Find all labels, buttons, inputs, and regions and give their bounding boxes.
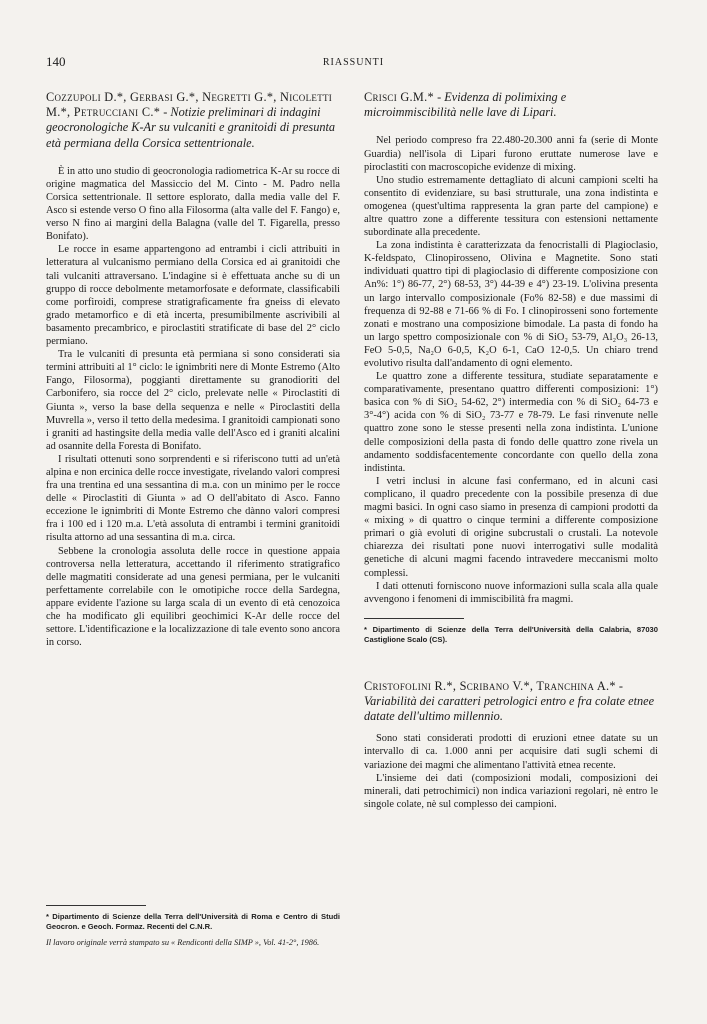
abstract-3-authors: Cristofolini R.*, Scribano V.*, Tranchina A.*: [364, 678, 616, 693]
heading-dash: -: [437, 90, 445, 104]
abstract-3-body: [364, 732, 658, 811]
paragraph: Sebbene la cronologia assoluta delle rocce in questione appaia controversa nella letteratura, accettando il riferimento stratigrafico delle magmatiti considerate ad una genesi permiana, per le vulcaniti perfettamente correlabile con le omotipiche rocce della Sardegna, appare evidente l'azione su larga scala di un evento di età cenozoica che ha modificato gli equilibri geochimici K-Ar delle rocce del settore. L'identificazione e la localizzazione di tale evento sono ancora in corso.: [46, 545, 340, 649]
paragraph: Sono stati considerati prodotti di eruzioni etnee datate su un intervallo di ca. 1.000 anni per acquisire dati sugli schemi di variazione dei magmi che alimentano l'attività etnea recente.: [364, 733, 658, 771]
paragraph: L'insieme dei dati (composizioni modali, composizioni dei minerali, dati petrochimici) non indica variazioni regolari, nè entro le singole colate, nè sul complesso dei campioni.: [364, 772, 658, 810]
paragraph: I vetri inclusi in alcune fasi confermano, ed in alcuni casi complicano, il quadro precedente con la possibile presenza di due magmi basici. In ogni caso siamo in presenza di campioni prodotti da « mixing » di quattro o cinque termini a differente composizione primari o già evoluti di origine subcrustali o crustali. La notevole chiarezza dei risultati pone nuovi interrogativi sulle modalità genetiche di alcuni magmi facendo intravedere meccanismi molto complessi.: [364, 475, 658, 579]
abstract-2-footnote: * Dipartimento di Scienze della Terra dell'Università della Calabria, 87030 Castiglione Scalo (CS).: [364, 624, 658, 644]
paragraph: È in atto uno studio di geocronologia radiometrica K-Ar su rocce di origine magmatica del Massiccio del M. Cinto - M. Padro nella Corsica settentrionale. Il settore esplorato, dalla media valle del F. Asco si estende verso O fino alla Filosorma (alta valle del F. Fango) e, verso N fino ai margini della Balagna (valle del T. Figarella, presso Bonifato).: [46, 165, 340, 243]
footnote-rule: [46, 905, 146, 906]
abstract-2-authors: Crisci G.M.*: [364, 90, 434, 104]
abstract-3-title: Variabilità dei caratteri petrologici entro e fra colate etnee datate dell'ultimo millennio.: [364, 693, 655, 724]
abstract-1-footnote: * Dipartimento di Scienze della Terra dell'Università di Roma e Centro di Studi Geocron. e Geoch. Formaz. Recenti del C.N.R.: [46, 912, 340, 931]
left-column: [46, 90, 340, 649]
abstract-2-body: [364, 134, 658, 605]
running-head: RIASSUNTI: [322, 57, 385, 68]
paragraph: Uno studio estremamente dettagliato di alcuni campioni scelti ha consentito di evidenziare, su basi strutturale, una zona indistinta e omogenea (quest'ultima rappresenta la gran parte del campione) e altre quattro zone a differente tessitura con estensioni nettamente subordinate alla precedente.: [364, 174, 658, 239]
paragraph: I risultati ottenuti sono sorprendenti e si riferiscono tutti ad un'età alpina e non ercinica delle rocce investigate, rivelando valori compresi fra una trentina ed una sessantina di m.a. con un minimo per le rocce delle « Piroclastiti di Giunta » ad O dell'abitato di Asco. Fanno eccezione le ignimbriti di Monte Estremo che dànno valori compresi fra i 100 ed i 120 m.a. L'età assoluta di entrambi i termini granitoidi risulta attorno ad una sessantina di m.a. circa.: [46, 453, 340, 544]
footnote-rule: [364, 618, 464, 619]
publication-note: Il lavoro originale verrà stampato su « Rendiconti della SIMP », Vol. 41-2°, 1986.: [46, 938, 320, 947]
abstract-1-body: [46, 165, 340, 649]
heading-dash: -: [163, 105, 171, 120]
paragraph: La zona indistinta è caratterizzata da fenocristalli di Plagioclasio, K-feldspato, Clinopirosseno, Olivina e Magnetite. Sono stati individuati quattro tipi di plagioclasio di differente composizione con An%: 1°) 86-77, 2°) 68-53, 3°) 44-39 e 4°) 23-19. L'olivina presenta un largo intervallo composizionale (Fo% 82-58) e due massimi di frequenza di 92-88 e 71-66 % di Fo. I clinopirosseni sono fortemente zonati e mostrano una composizione bimodale. La pasta di fondo ha un largo spettro composizionale con % di SiO₂ 53-79, Al₂O₃ 26-13, FeO 5-0,5, Na₂O 6-0,5, K₂O 6-1, CaO 12-0,5. Un chiaro trend evolutivo risulta dall'andamento di ogni elemento.: [364, 240, 658, 369]
abstract-1-title: Notizie preliminari di indagini geocronologiche K-Ar su vulcaniti e granitoidi di presunta età permiana della Corsica settentrionale.: [46, 105, 336, 150]
heading-dash: -: [618, 678, 624, 693]
paragraph: Nel periodo compreso fra 22.480-20.300 anni fa (serie di Monte Guardia) nell'isola di Lipari furono eruttate numerose lave e piroclastiti con macroscopiche evidenze di mixing.: [364, 135, 658, 173]
abstract-2-title: Evidenza di polimixing e microimmiscibilità nelle lave di Lipari.: [364, 90, 567, 120]
page-number: 140: [46, 54, 66, 69]
abstract-3-heading: [364, 679, 658, 725]
abstract-2-heading: [364, 90, 658, 120]
paragraph: Tra le vulcaniti di presunta età permiana si sono considerati sia termini attribuiti al 1° ciclo: le ignimbriti nere di Monte Estremo (Alto Fango, Filosorma), poggianti direttamente su granodioriti del Carbonifero, sia rocce del 2° ciclo, prelevate nelle « Piroclastiti di Giunta », verso la base della sequenza e nelle « Piroclastiti della Muvrella », verso il tetto della medesima. I granitoidi campionati sono i graniti ad hastingsite della media valle dell'Asco ed i graniti alcalini ad osannite della Foresta di Bonifato.: [46, 349, 340, 452]
abstract-1-authors: Cozzupoli D.*, Gerbasi G.*, Negretti G.*, Nicoletti M.*, Petrucciani C.*: [46, 90, 333, 120]
paragraph: Le quattro zone a differente tessitura, studiate separatamente e comparativamente, presentano quattro differenti composizioni: 1°) basica con % di SiO₂ 54-62, 2°) intermedia con % di SiO₂ 64-73 e 3°-4°) acida con % di SiO₂ 73-77 e 78-79. Le fasi rinvenute nelle quattro zone sono le stesse presenti nella zona indistinta. L'unione delle composizioni della pasta di fondo delle quattro zone rivela un andamento soddisfacentemente concordante con quello della zona indistinta.: [364, 371, 658, 474]
right-column: [364, 90, 658, 811]
abstract-1-heading: [46, 90, 340, 151]
abstract-1-footnotes: [46, 905, 340, 949]
paragraph: I dati ottenuti forniscono nuove informazioni sulla scala alla quale avvengono i fenomeni di immiscibilità fra magmi.: [364, 580, 658, 605]
paragraph: Le rocce in esame appartengono ad entrambi i cicli attribuiti in letteratura al vulcanismo permiano della Corsica ed ai granitoidi che tali vulcaniti attraversano. L'indagine si è effettuata anche su di un gruppo di rocce debolmente metamorfosate e deformate, classificabili come porfiroidi, comprese stratigraficamente fra gneiss di elevato grado metamorfico e di età incerta, presumibilmente ascrivibili al basamento precambrico, e piroclastiti stratificate di base del 2° ciclo permiano.: [46, 244, 340, 348]
abstract-2-footnote-block: [364, 618, 658, 645]
